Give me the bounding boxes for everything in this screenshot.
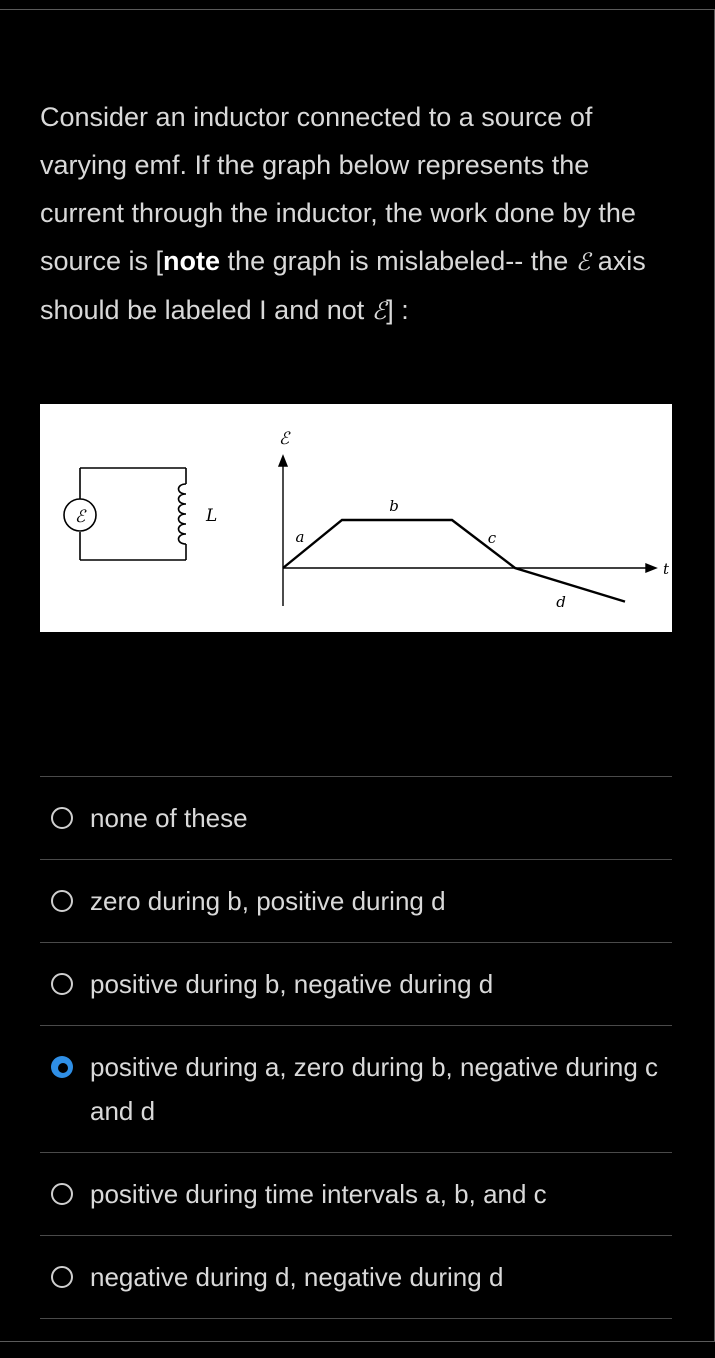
current-curve [283, 520, 625, 602]
radio-button-selected[interactable] [51, 1056, 73, 1078]
option-zero-b-positive-d[interactable] [40, 859, 672, 942]
top-divider [0, 9, 715, 10]
question-part-4: ] : [386, 295, 409, 325]
option-label: zero during b, positive during d [90, 886, 446, 916]
circuit-and-graph [40, 404, 672, 632]
segment-label-c: c [487, 529, 497, 547]
inductor-coil-icon [179, 484, 187, 544]
option-label: positive during b, negative during d [90, 969, 494, 999]
question-bold-note: note [163, 246, 221, 276]
radio-button[interactable] [51, 807, 73, 829]
question-part-3: axis should be labeled I and not [40, 246, 646, 325]
y-axis-label: ℰ [278, 429, 290, 449]
inductor-label: L [206, 506, 218, 526]
segment-label-b: b [389, 497, 399, 515]
radio-button[interactable] [51, 1266, 73, 1288]
x-axis-arrow-icon [646, 564, 656, 572]
question-part-2: the graph is mislabeled-- the [220, 246, 576, 276]
emf-symbol: ℰ [371, 297, 387, 325]
option-positive-b-negative-d[interactable] [40, 942, 672, 1025]
option-positive-abc[interactable] [40, 1152, 672, 1235]
question-part-1: Consider an inductor connected to a source of varying emf. If the graph below represents the current through the inductor, the work done by the source is [ [40, 102, 636, 276]
segment-label-a: a [295, 528, 305, 546]
option-none-of-these[interactable] [40, 776, 672, 859]
y-axis-arrow-icon [279, 456, 287, 466]
option-label: none of these [90, 803, 248, 833]
option-positive-a-zero-b-negative-cd[interactable] [40, 1025, 672, 1152]
question-figure [40, 404, 672, 632]
emf-symbol: ℰ [575, 248, 591, 276]
option-label: negative during d, negative during d [90, 1262, 504, 1292]
answer-options [40, 776, 672, 1319]
question-text [40, 93, 675, 335]
radio-button[interactable] [51, 973, 73, 995]
radio-button[interactable] [51, 1183, 73, 1205]
option-label: positive during time intervals a, b, and c [90, 1179, 547, 1209]
radio-button[interactable] [51, 890, 73, 912]
segment-label-d: d [556, 593, 566, 611]
source-label: ℰ [74, 507, 86, 527]
option-label: positive during a, zero during b, negative during c and d [90, 1052, 659, 1126]
x-axis-label: t [663, 560, 670, 578]
bottom-divider [0, 1341, 715, 1342]
option-negative-d-negative-d[interactable] [40, 1235, 672, 1319]
